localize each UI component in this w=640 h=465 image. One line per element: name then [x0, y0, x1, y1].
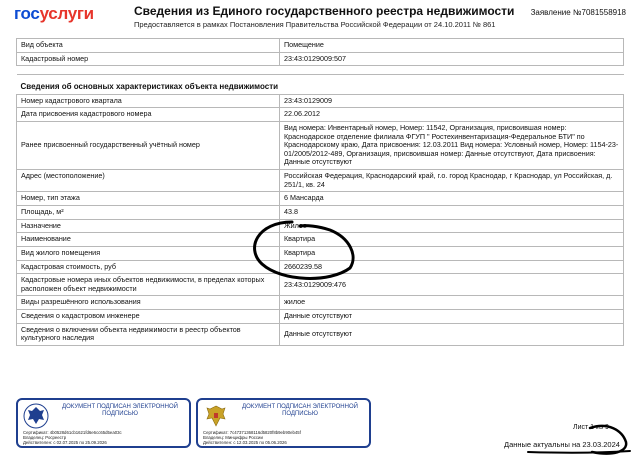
certificate-owner: Владелец: Росреестр [23, 435, 67, 440]
row-label: Вид жилого помещения [17, 246, 280, 260]
table-row [17, 296, 624, 310]
row-label: Сведения о включении объекта недвижимости в реестр объектов культурного наследия [17, 323, 280, 345]
certificate-number: Сертификат: 4b0528d61cb1621fd6e6cc65d5ea03c [23, 430, 122, 435]
row-value: 23:43:0129009:476 [280, 274, 624, 296]
signature-label: ДОКУМЕНТ ПОДПИСАН ЭЛЕКТРОННОЙ ПОДПИСЬЮ [62, 404, 178, 418]
characteristics-table [16, 74, 624, 346]
row-value: 43.8 [280, 206, 624, 220]
certificate-validity: Действителен: с 02.07.2025 по 25.09.2026 [23, 440, 107, 445]
row-value: Российская Федерация, Краснодарский край, г.о. город Краснодар, г Краснодар, ул Российская, д. 251/1, кв. 24 [280, 170, 624, 192]
row-label: Площадь, м² [17, 206, 280, 220]
table-row [17, 233, 624, 247]
handwritten-underline [528, 451, 630, 453]
table-row [17, 121, 624, 169]
statement-number: Заявление №7081558918 [530, 8, 626, 17]
row-label: Назначение [17, 219, 280, 233]
row-value: 23:43:0129009 [280, 94, 624, 108]
actuality-date: Данные актуальны на 23.03.2024 [504, 440, 620, 449]
row-value: 23:43:0129009:507 [280, 52, 624, 66]
row-value: Данные отсутствуют [280, 323, 624, 345]
document-header [0, 0, 640, 34]
table-row [17, 39, 624, 53]
row-label: Ранее присвоенный государственный учётный номер [17, 121, 280, 169]
table-row [17, 206, 624, 220]
row-label: Номер кадастрового квартала [17, 94, 280, 108]
row-value: 6 Мансарда [280, 192, 624, 206]
row-value: Данные отсутствуют [280, 310, 624, 324]
row-label: Дата присвоения кадастрового номера [17, 108, 280, 122]
table-row [17, 192, 624, 206]
row-value: жилое [280, 296, 624, 310]
coat-of-arms-icon [203, 403, 229, 429]
rosreestr-emblem-icon [23, 403, 49, 429]
table-row [17, 274, 624, 296]
row-value: 22.06.2012 [280, 108, 624, 122]
table-row [17, 52, 624, 66]
row-value: Жилое [280, 219, 624, 233]
object-id-table [16, 38, 624, 66]
section-title: Сведения об основных характеристиках объекта недвижимости [17, 75, 624, 95]
gosuslugi-logo [14, 4, 94, 24]
document-subtitle: Предоставляется в рамках Постановления Правительства Российской Федерации от 24.10.2011 № 861 [134, 20, 496, 29]
row-value: Вид номера: Инвентарный номер, Номер: 11542, Организация, присвоившая номер: Краснодарское отделение филиала ФГУП " Ростехинвентаризация-Федеральное БТИ" по Краснодарскому краю, Дата присвоения: 12.03.2011 Вид номера: Условный номер, Номер: 1154-23-01/2005/2012-489, Организация, присвоившая номер: Данные отсутствуют, Дата присвоения: Данные отсутствуют [280, 121, 624, 169]
table-row [17, 323, 624, 345]
row-label: Кадастровая стоимость, руб [17, 260, 280, 274]
row-label: Адрес (местоположение) [17, 170, 280, 192]
row-value: 2660239.58 [280, 260, 624, 274]
table-row [17, 170, 624, 192]
table-row [17, 310, 624, 324]
document-title: Сведения из Единого государственного реестра недвижимости [134, 4, 515, 18]
certificate-owner: Владелец: Минцифры России [203, 435, 263, 440]
logo-part-uslugi: услуги [39, 4, 94, 23]
row-label: Номер, тип этажа [17, 192, 280, 206]
row-label: Вид объекта [17, 39, 280, 53]
certificate-validity: Действителен: с 12.03.2025 по 05.06.2026 [203, 440, 287, 445]
row-value: Помещение [280, 39, 624, 53]
table-row [17, 108, 624, 122]
certificate-number: Сертификат: 7c47371368116d5820f8b9eb90eb45f [203, 430, 301, 435]
row-value: Квартира [280, 246, 624, 260]
signature-label: ДОКУМЕНТ ПОДПИСАН ЭЛЕКТРОННОЙ ПОДПИСЬЮ [242, 404, 358, 418]
row-label: Сведения о кадастровом инженере [17, 310, 280, 324]
row-label: Кадастровый номер [17, 52, 280, 66]
signature-stamp-rosreestr [16, 398, 191, 448]
page-number: Лист 1 из 9 [573, 424, 609, 431]
table-row [17, 94, 624, 108]
row-value: Квартира [280, 233, 624, 247]
table-row [17, 246, 624, 260]
section-header-row [17, 75, 624, 95]
table-row [17, 260, 624, 274]
signature-stamp-mintsifry [196, 398, 371, 448]
row-label: Виды разрешённого использования [17, 296, 280, 310]
table-row [17, 219, 624, 233]
logo-part-gos: гос [14, 4, 40, 23]
row-label: Наименование [17, 233, 280, 247]
row-label: Кадастровые номера иных объектов недвижимости, в пределах которых расположен объект недвижимости [17, 274, 280, 296]
